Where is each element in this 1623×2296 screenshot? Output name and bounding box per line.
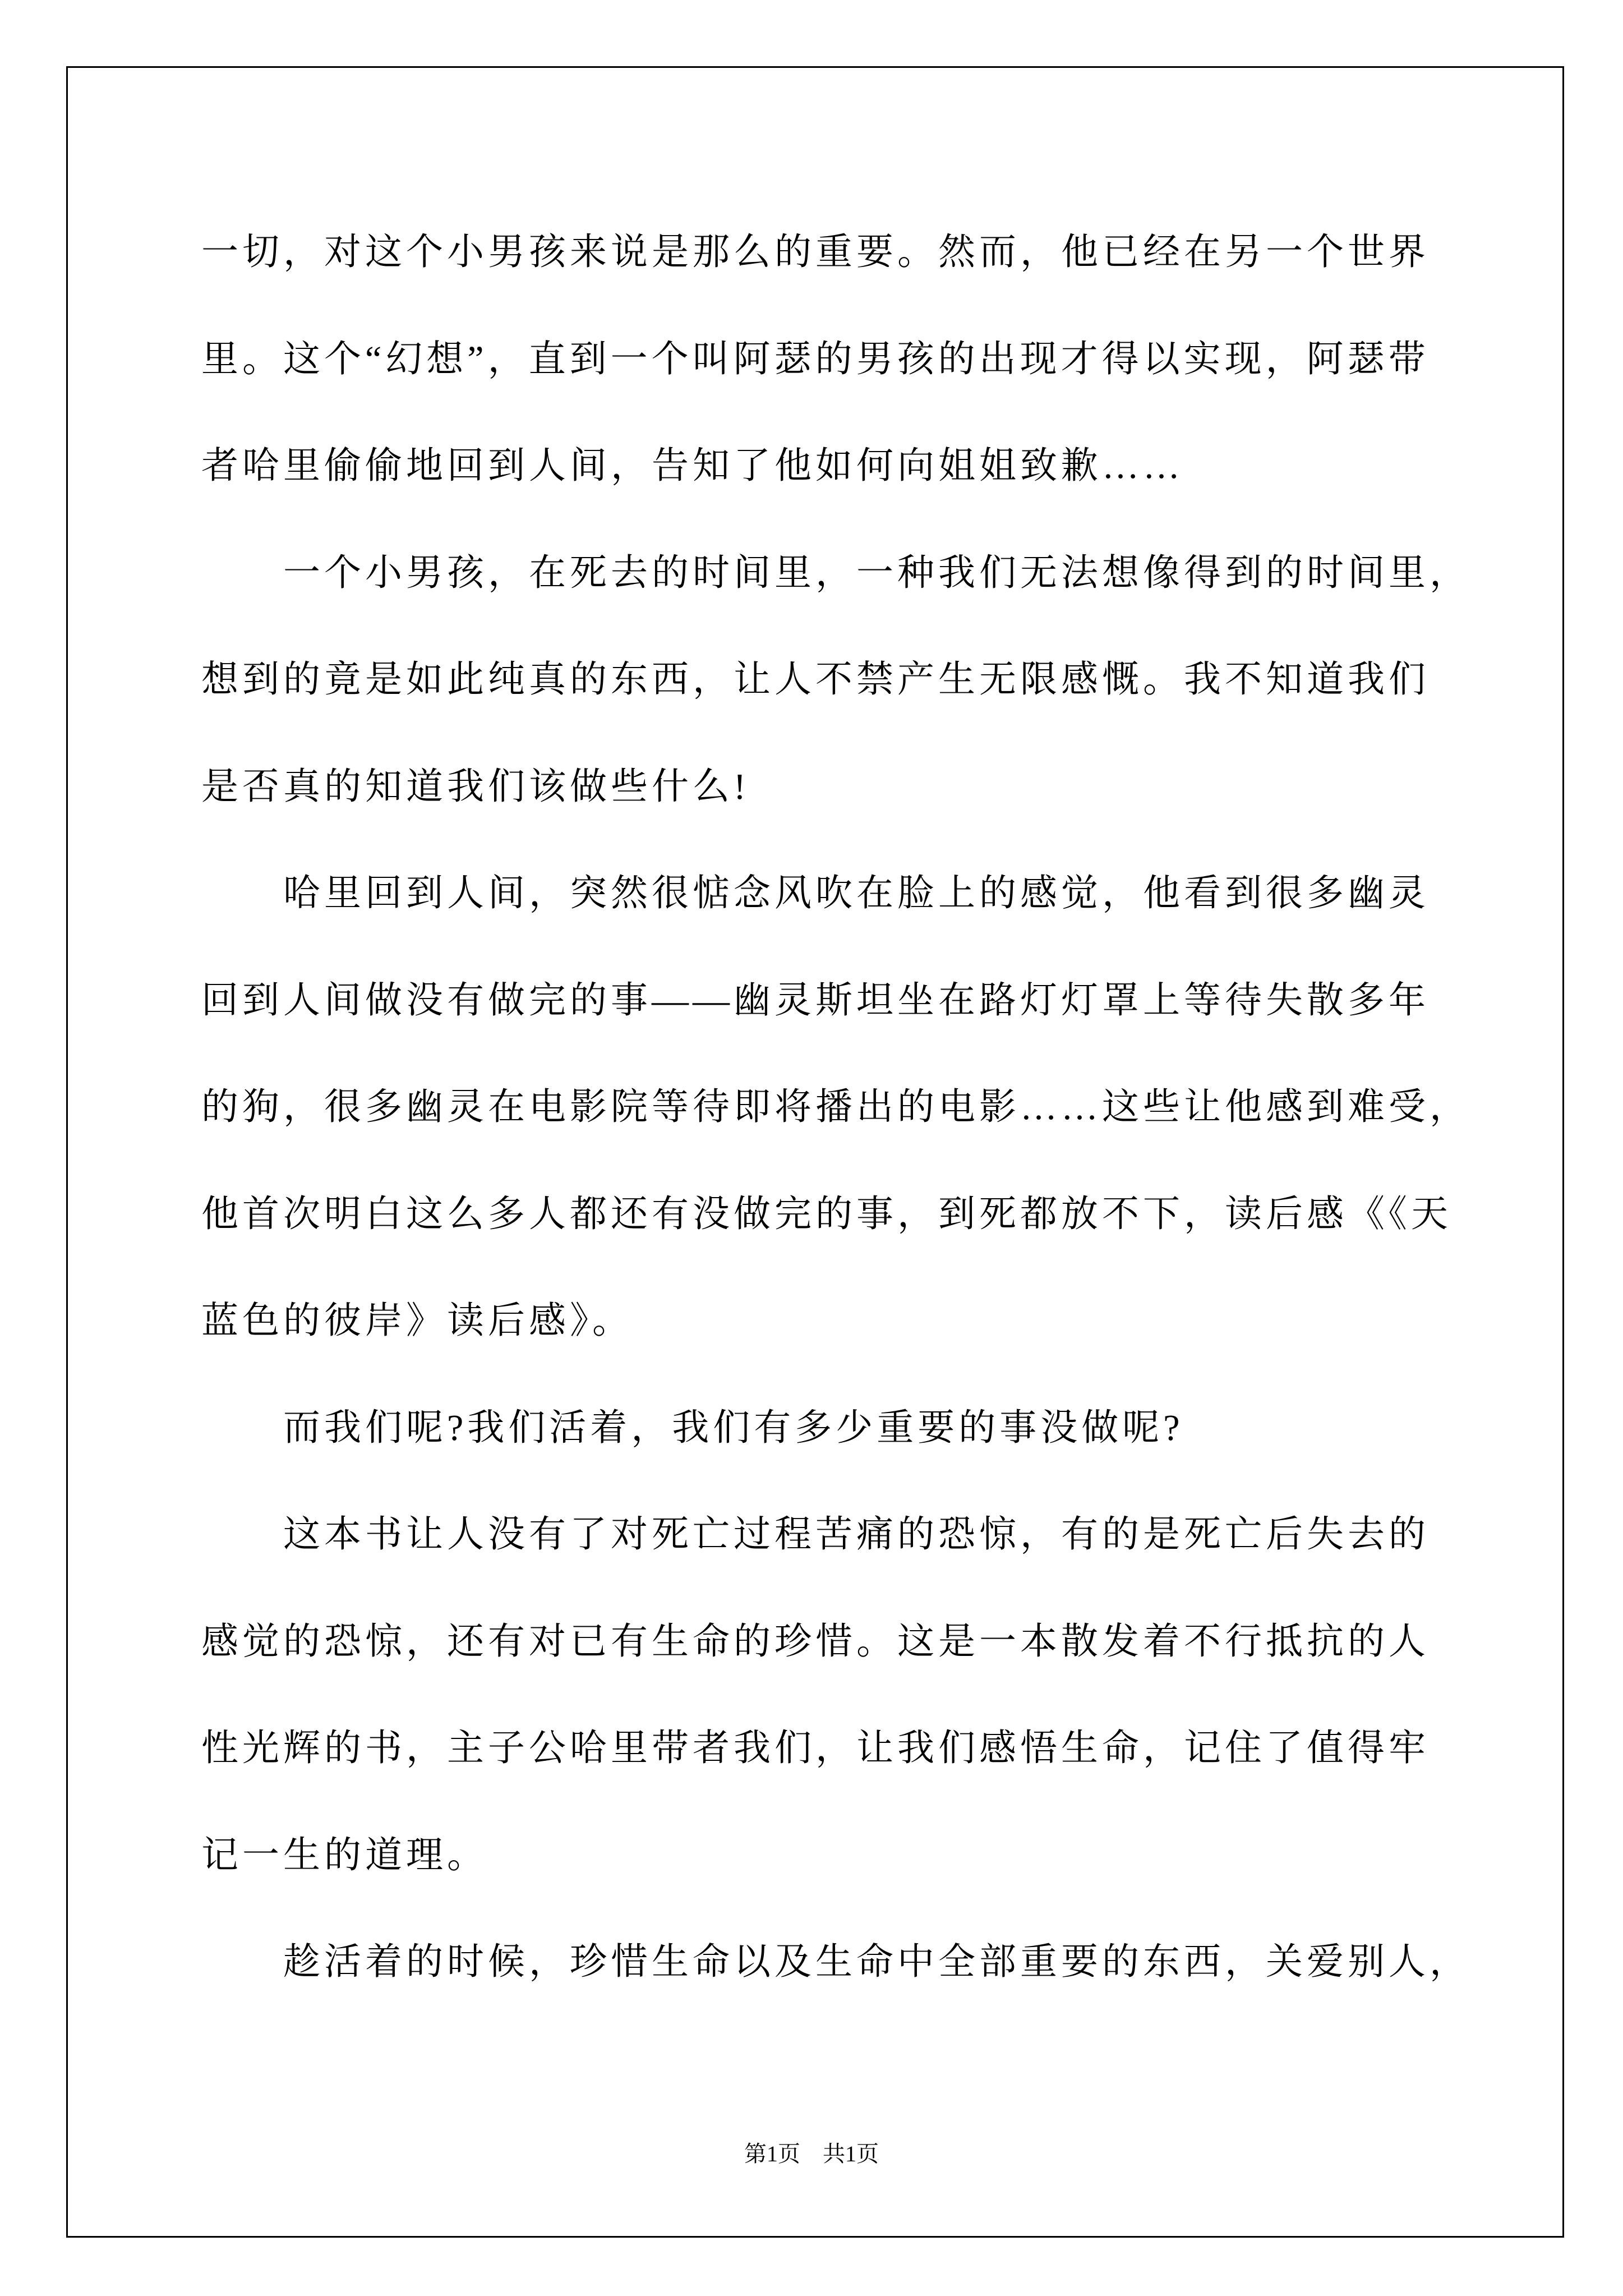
text-line: 他首次明白这么多人都还有没做完的事，到死都放不下，读后感《《天 [201, 1193, 1452, 1235]
text-line: 性光辉的书，主子公哈里带者我们，让我们感悟生命，记住了值得牢 [201, 1728, 1430, 1769]
text-line: 趁活着的时候，珍惜生命以及生命中全部重要的东西，关爱别人， [283, 1941, 1470, 1982]
body-text [201, 199, 1508, 2016]
text-line: 记一生的道理。 [201, 1834, 488, 1876]
paragraph [201, 1375, 1508, 1482]
text-line: 是否真的知道我们该做些什么! [201, 766, 750, 807]
text-line: 这本书让人没有了对死亡过程苦痛的恐惊，有的是死亡后失去的 [283, 1514, 1430, 1555]
text-line: 回到人间做没有做完的事——幽灵斯坦坐在路灯灯罩上等待失散多年 [201, 979, 1430, 1021]
text-line: 的狗，很多幽灵在电影院等待即将播出的电影……这些让他感到难受， [201, 1087, 1470, 1128]
paragraph [201, 199, 1508, 520]
text-line: 者哈里偷偷地回到人间，告知了他如何向姐姐致歉…… [201, 445, 1184, 486]
page-footer: 第1页 共1页 [744, 2141, 879, 2166]
paragraph [201, 520, 1508, 841]
text-line: 一个小男孩，在死去的时间里，一种我们无法想像得到的时间里， [283, 552, 1470, 593]
text-line: 哈里回到人间，突然很惦念风吹在脸上的感觉，他看到很多幽灵 [283, 873, 1430, 914]
paragraph [201, 1481, 1508, 1909]
text-line: 蓝色的彼岸》读后感》。 [201, 1300, 633, 1341]
text-line: 想到的竟是如此纯真的东西，让人不禁产生无限感慨。我不知道我们 [201, 659, 1430, 700]
paragraph [201, 840, 1508, 1375]
paragraph [201, 1909, 1508, 2016]
text-line: 一切，对这个小男孩来说是那么的重要。然而，他已经在另一个世界 [201, 232, 1430, 273]
text-line: 而我们呢?我们活着，我们有多少重要的事没做呢? [283, 1407, 1184, 1448]
text-line: 里。这个“幻想”，直到一个叫阿瑟的男孩的出现才得以实现，阿瑟带 [201, 338, 1430, 380]
text-line: 感觉的恐惊，还有对已有生命的珍惜。这是一本散发着不行抵抗的人 [201, 1621, 1430, 1662]
